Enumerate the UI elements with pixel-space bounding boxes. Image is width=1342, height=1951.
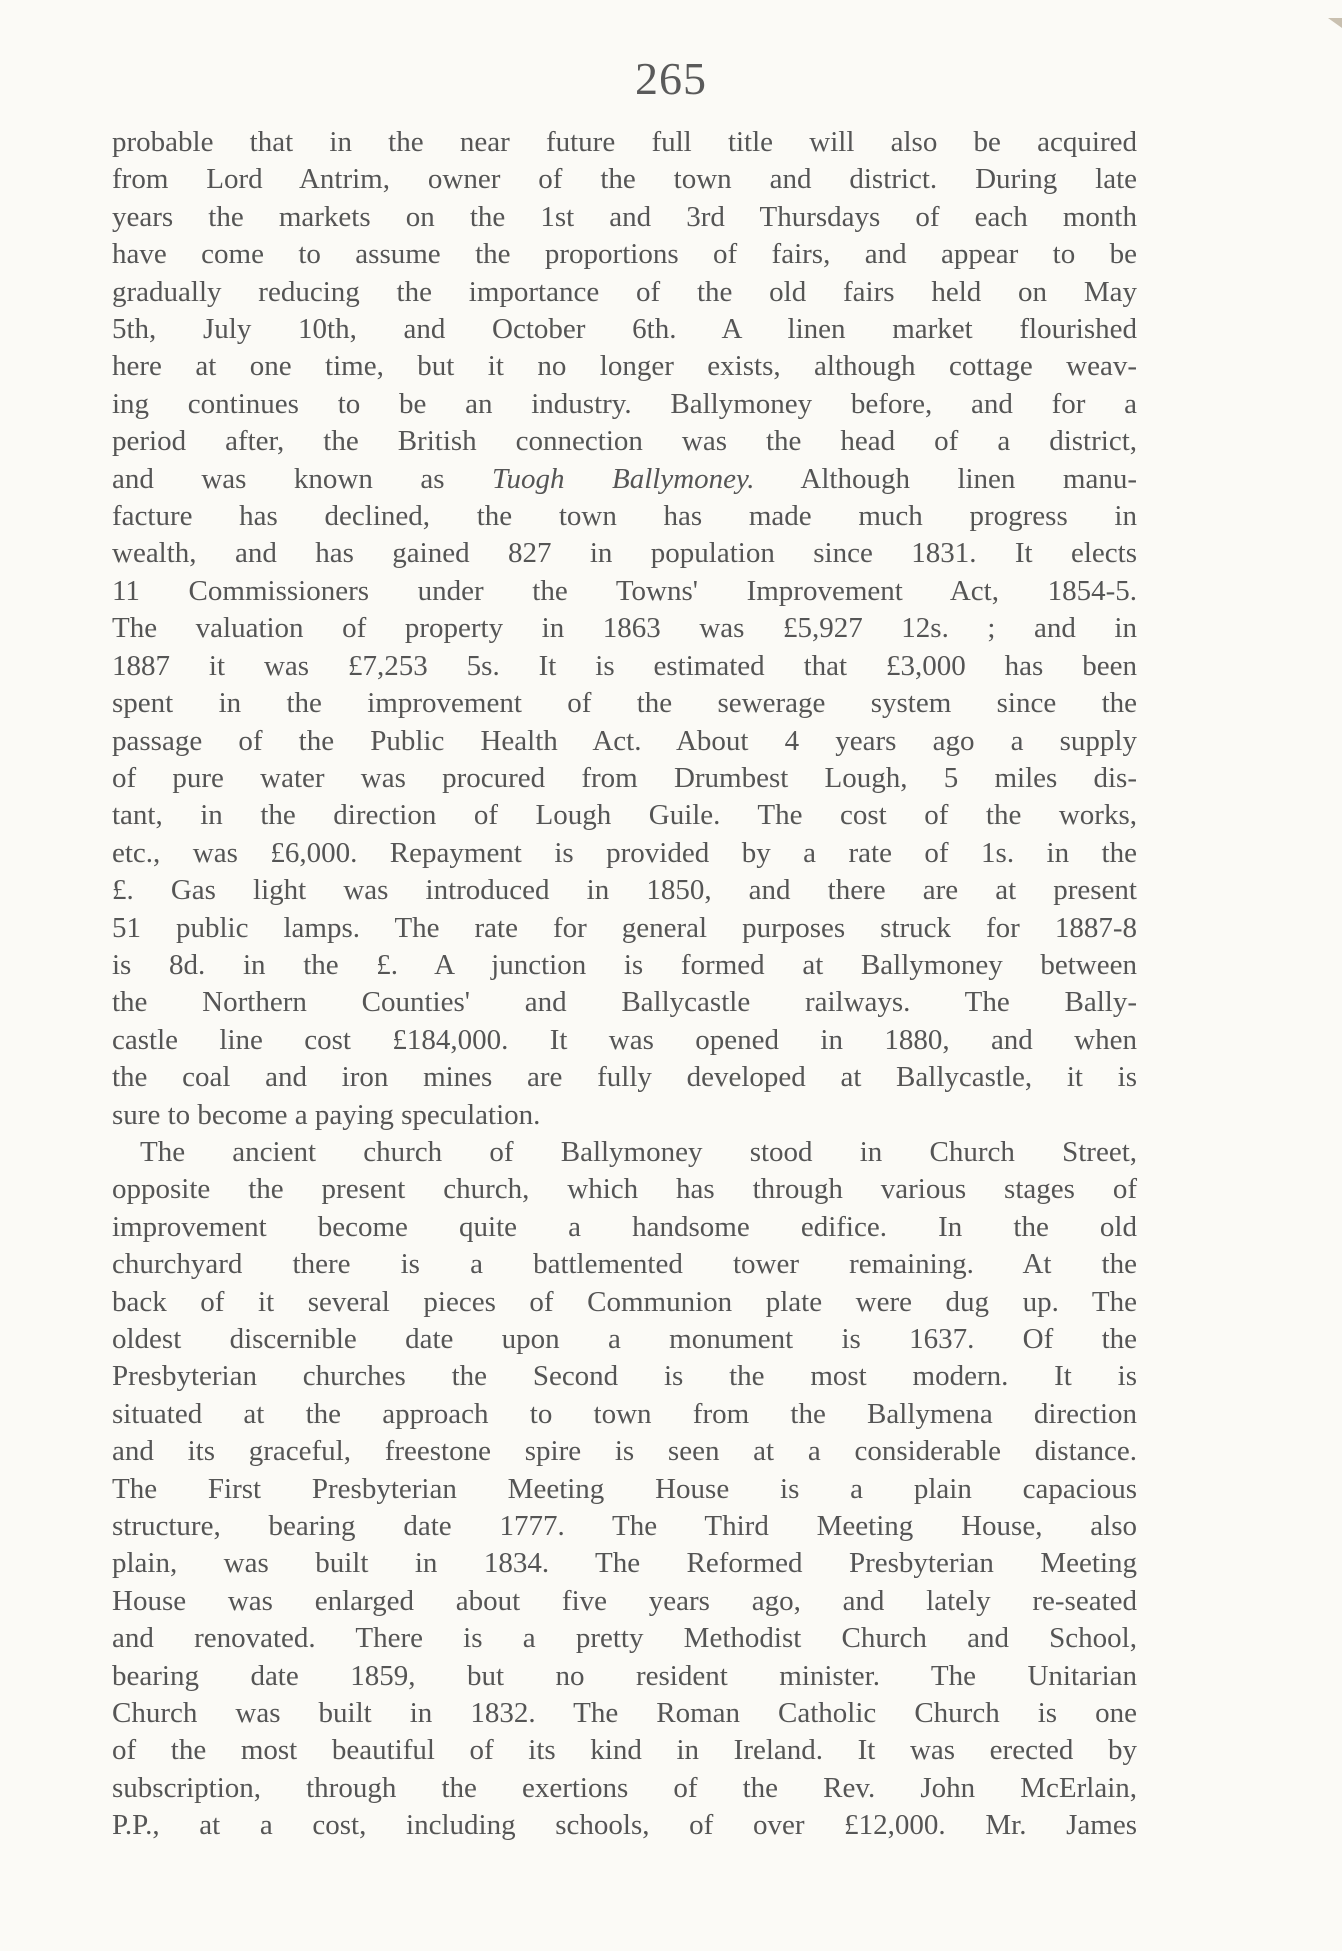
text-line: sure to become a paying speculation.	[112, 1098, 541, 1131]
text-segment: and was known as	[112, 462, 492, 495]
paragraph-2	[112, 1134, 1137, 1845]
text-line: is 8d. in the £. A junction is formed at Ballymoney between	[112, 948, 1137, 981]
text-line: spent in the improvement of the sewerage system since the	[112, 687, 1137, 720]
text-line: castle line cost £184,000. It was opened in 1880, and when	[112, 1023, 1137, 1056]
text-line: 51 public lamps. The rate for general purposes struck for 1887-8	[112, 911, 1137, 944]
text-line: of the most beautiful of its kind in Ireland. It was erected by	[112, 1734, 1137, 1767]
text-line: years the markets on the 1st and 3rd Thursdays of each month	[112, 200, 1137, 233]
text-line: plain, was built in 1834. The Reformed Presbyterian Meeting	[112, 1547, 1137, 1580]
text-line: 5th, July 10th, and October 6th. A linen market flourished	[112, 313, 1137, 346]
text-line: facture has declined, the town has made much progress in	[112, 500, 1137, 533]
text-line: churchyard there is a battlemented tower remaining. At the	[112, 1248, 1137, 1281]
text-segment: Although linen manu-	[754, 462, 1137, 495]
text-line: House was enlarged about five years ago, and lately re-seated	[112, 1584, 1137, 1617]
text-line: from Lord Antrim, owner of the town and district. During late	[112, 163, 1137, 196]
text-line: the Northern Counties' and Ballycastle railways. The Bally-	[112, 986, 1137, 1019]
text-line: etc., was £6,000. Repayment is provided by a rate of 1s. in the	[112, 836, 1137, 869]
text-line: wealth, and has gained 827 in population since 1831. It elects	[112, 537, 1137, 570]
text-line: probable that in the near future full title will also be acquired	[112, 126, 1137, 158]
text-line-with-italic	[112, 461, 1137, 498]
text-line: oldest discernible date upon a monument is 1637. Of the	[112, 1323, 1137, 1355]
text-line: 1887 it was £7,253 5s. It is estimated that £3,000 has been	[112, 649, 1137, 682]
text-line: gradually reducing the importance of the old fairs held on May	[112, 275, 1137, 308]
text-line: the coal and iron mines are fully developed at Ballycastle, it is	[112, 1061, 1137, 1094]
text-line: and renovated. There is a pretty Methodist Church and School,	[112, 1622, 1137, 1655]
text-line: passage of the Public Health Act. About 4 years ago a supply	[112, 724, 1137, 757]
text-line: of pure water was procured from Drumbest Lough, 5 miles dis-	[112, 761, 1137, 794]
text-line: bearing date 1859, but no resident minister. The Unitarian	[112, 1659, 1137, 1692]
body-text	[112, 124, 1137, 1845]
text-line: Presbyterian churches the Second is the most modern. It is	[112, 1360, 1137, 1393]
paragraph-1	[112, 124, 1137, 1134]
text-line: 11 Commissioners under the Towns' Improvement Act, 1854-5.	[112, 574, 1137, 607]
text-line: Church was built in 1832. The Roman Catholic Church is one	[112, 1697, 1137, 1730]
text-line: ing continues to be an industry. Ballymoney before, and for a	[112, 387, 1137, 420]
text-line: tant, in the direction of Lough Guile. The cost of the works,	[112, 799, 1137, 832]
text-line: subscription, through the exertions of the Rev. John McErlain,	[112, 1771, 1137, 1804]
text-line: improvement become quite a handsome edifice. In the old	[112, 1210, 1137, 1243]
corner-mark	[1328, 18, 1342, 28]
text-line: £. Gas light was introduced in 1850, and there are at present	[112, 874, 1137, 907]
text-line: structure, bearing date 1777. The Third Meeting House, also	[112, 1510, 1137, 1543]
text-line: opposite the present church, which has through various stages of	[112, 1173, 1137, 1206]
page-number: 265	[635, 53, 707, 104]
text-line: and its graceful, freestone spire is seen at a considerable distance.	[112, 1435, 1137, 1468]
text-line: P.P., at a cost, including schools, of over £12,000. Mr. James	[112, 1809, 1137, 1842]
text-line: back of it several pieces of Communion plate were dug up. The	[112, 1285, 1137, 1318]
text-line: The First Presbyterian Meeting House is a plain capacious	[112, 1472, 1137, 1505]
text-line: period after, the British connection was the head of a district,	[112, 425, 1137, 458]
text-line: The ancient church of Ballymoney stood in Church Street,	[140, 1135, 1137, 1168]
text-line: The valuation of property in 1863 was £5,927 12s. ; and in	[112, 612, 1137, 645]
text-line: here at one time, but it no longer exists, although cottage weav-	[112, 350, 1137, 383]
text-line: situated at the approach to town from the Ballymena direction	[112, 1397, 1137, 1430]
text-line: have come to assume the proportions of fairs, and appear to be	[112, 238, 1137, 271]
italic-place-name: Tuogh Ballymoney.	[491, 462, 755, 495]
